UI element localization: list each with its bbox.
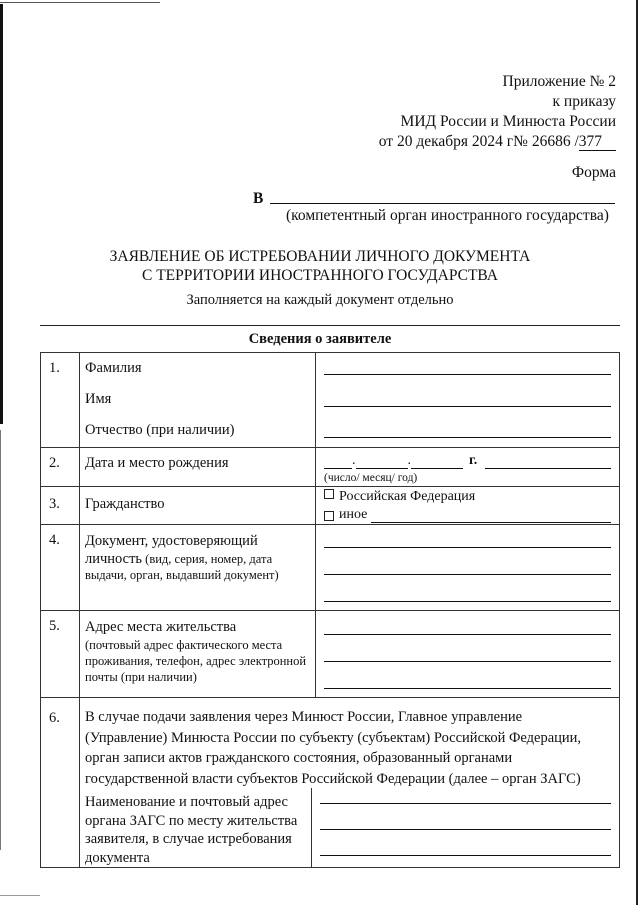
table-row-address (41, 611, 620, 698)
id-document-field-1[interactable] (324, 546, 611, 548)
checkbox-icon[interactable] (324, 511, 334, 521)
row-label: Дата и место рождения (80, 448, 316, 487)
addressee-field[interactable] (270, 203, 615, 204)
birth-day-field[interactable] (324, 467, 352, 469)
address-field-2[interactable] (324, 660, 611, 662)
id-document-field-2[interactable] (324, 573, 611, 575)
row-label (80, 611, 316, 698)
label-patronymic: Отчество (при наличии) (85, 422, 235, 438)
order-number: 377 (579, 133, 616, 151)
applicant-table (40, 352, 620, 868)
birth-place-field[interactable] (485, 467, 611, 469)
scan-edge-top (0, 2, 160, 3)
table-row-name (41, 353, 620, 448)
row-fields (316, 448, 620, 487)
checkbox-icon[interactable] (324, 489, 334, 499)
document-subtitle: Заполняется на каждый документ отдельно (186, 292, 454, 308)
divider (40, 325, 620, 326)
row-number: 6. (41, 698, 80, 868)
scan-edge-left-faint (0, 430, 1, 850)
row-number: 3. (41, 487, 80, 525)
scan-edge-bottom (0, 895, 40, 896)
section-title: Сведения о заявителе (248, 331, 392, 347)
id-document-field-3[interactable] (324, 600, 611, 602)
option-label: Российская Федерация (339, 489, 476, 504)
surname-field[interactable] (324, 373, 611, 375)
appendix-header (379, 72, 616, 152)
label-sub: (почтовый адрес фактического места проживания, телефон, адрес электронной почты (при наличии) (85, 638, 307, 684)
table-row-citizenship (41, 487, 620, 525)
registry-office-field-3[interactable] (320, 854, 611, 856)
row-label (80, 353, 316, 448)
row-fields (316, 611, 620, 698)
addressee-prefix: В (253, 190, 264, 207)
row-label (80, 525, 316, 611)
row-fields (316, 487, 620, 525)
addressee-caption: (компетентный орган иностранного государства) (286, 207, 609, 224)
appendix-number: Приложение № 2 (502, 73, 616, 90)
order-date: от 20 декабря 2024 г№ 26686 / (378, 133, 579, 150)
to-order: к приказу (552, 93, 616, 110)
table-row-id-document (41, 525, 620, 611)
label-sub-detail: (вид, серия, номер, дата выдачи, орган, выдавший документ) (85, 552, 279, 582)
row-number: 5. (41, 611, 80, 698)
registry-office-text: В случае подачи заявления через Минюст России, Главное управление (Управление) Минюста России по субъекту (субъектам) Российской Федерации, орган записи актов гражданского состояния, образованный органами государственной власти субъектов Российской Федерации (далее – орган ЗАГС) (85, 709, 582, 787)
order-date-line (379, 132, 616, 152)
label-first-name: Имя (85, 391, 112, 407)
title-line-2: С ТЕРРИТОРИИ ИНОСТРАННОГО ГОСУДАРСТВА (142, 267, 498, 284)
address-field-3[interactable] (324, 687, 611, 689)
registry-office-field-1[interactable] (320, 802, 611, 804)
birth-month-field[interactable] (356, 467, 408, 469)
registry-office-field-2[interactable] (320, 828, 611, 830)
option-russia[interactable] (324, 488, 611, 506)
year-suffix: г. (469, 453, 478, 468)
first-name-field[interactable] (324, 405, 611, 407)
row-label: Гражданство (80, 487, 316, 525)
other-citizenship-field[interactable] (371, 521, 611, 523)
row-number: 4. (41, 525, 80, 611)
date-separator: . (352, 453, 356, 468)
form-label: Форма (571, 164, 616, 181)
row-number: 2. (41, 448, 80, 487)
option-other[interactable] (324, 506, 611, 524)
address-field-1[interactable] (324, 633, 611, 635)
patronymic-field[interactable] (324, 436, 611, 438)
birth-year-field[interactable] (411, 467, 463, 469)
table-row-birth (41, 448, 620, 487)
label-sub: личность (85, 551, 143, 567)
row-fields (316, 353, 620, 448)
label-main: Адрес места жительства (85, 619, 237, 635)
row-number: 1. (41, 353, 80, 448)
table-row-registry-office (41, 698, 620, 868)
date-separator: . (407, 453, 411, 468)
document-title (0, 247, 640, 285)
title-line-1: ЗАЯВЛЕНИЕ ОБ ИСТРЕБОВАНИИ ЛИЧНОГО ДОКУМЕНТА (109, 248, 531, 265)
ministries: МИД России и Минюста России (400, 113, 616, 130)
row-fields (316, 525, 620, 611)
row-content (80, 698, 620, 868)
scan-edge-right (636, 0, 638, 905)
label-main: Документ, удостоверяющий (85, 533, 258, 549)
label-surname: Фамилия (85, 360, 142, 376)
scan-edge-left (0, 4, 3, 424)
registry-office-label: Наименование и почтовый адрес органа ЗАГС по месту жительства заявителя, в случае истребования документа (80, 788, 312, 867)
option-label: иное (339, 507, 368, 522)
date-caption: (число/ месяц/ год) (324, 472, 418, 484)
